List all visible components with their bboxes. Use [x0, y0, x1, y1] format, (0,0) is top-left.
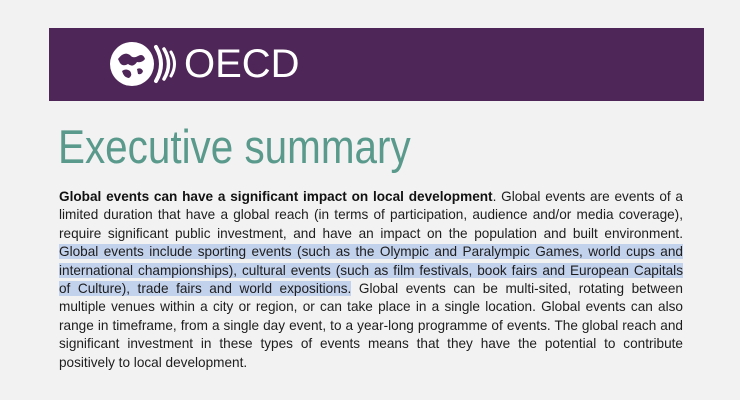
paragraph-tail: Global events can be multi-sited, rotating between multiple venues within a city or region, or can take place in a single location. Global events can also range in timeframe, from a single day event, to a year-long programme of events. The global reach and significant investment in these types of events means that they have the potential to contribute positively to local development.: [59, 281, 683, 370]
lead-sentence: Global events can have a significant impact on local development: [59, 189, 493, 204]
highlighted-text: Global events include sporting events (such as the Olympic and Paralympic Games, world cups and international championships), cultural events (such as film festivals, book fairs and European Capitals of Culture), trade fairs and world expositions.: [59, 244, 683, 297]
page-title: Executive summary: [58, 120, 411, 173]
summary-paragraph: [59, 188, 683, 372]
lead-continuation: . Global events are events of a limited duration that have a global reach (in terms of participation, audience and/or media coverage), require significant public investment, and have an impact on the population and built environment.: [59, 189, 683, 241]
brand-name: OECD: [184, 42, 300, 86]
oecd-logo: [108, 39, 300, 89]
oecd-globe-logo-icon: [108, 39, 180, 89]
